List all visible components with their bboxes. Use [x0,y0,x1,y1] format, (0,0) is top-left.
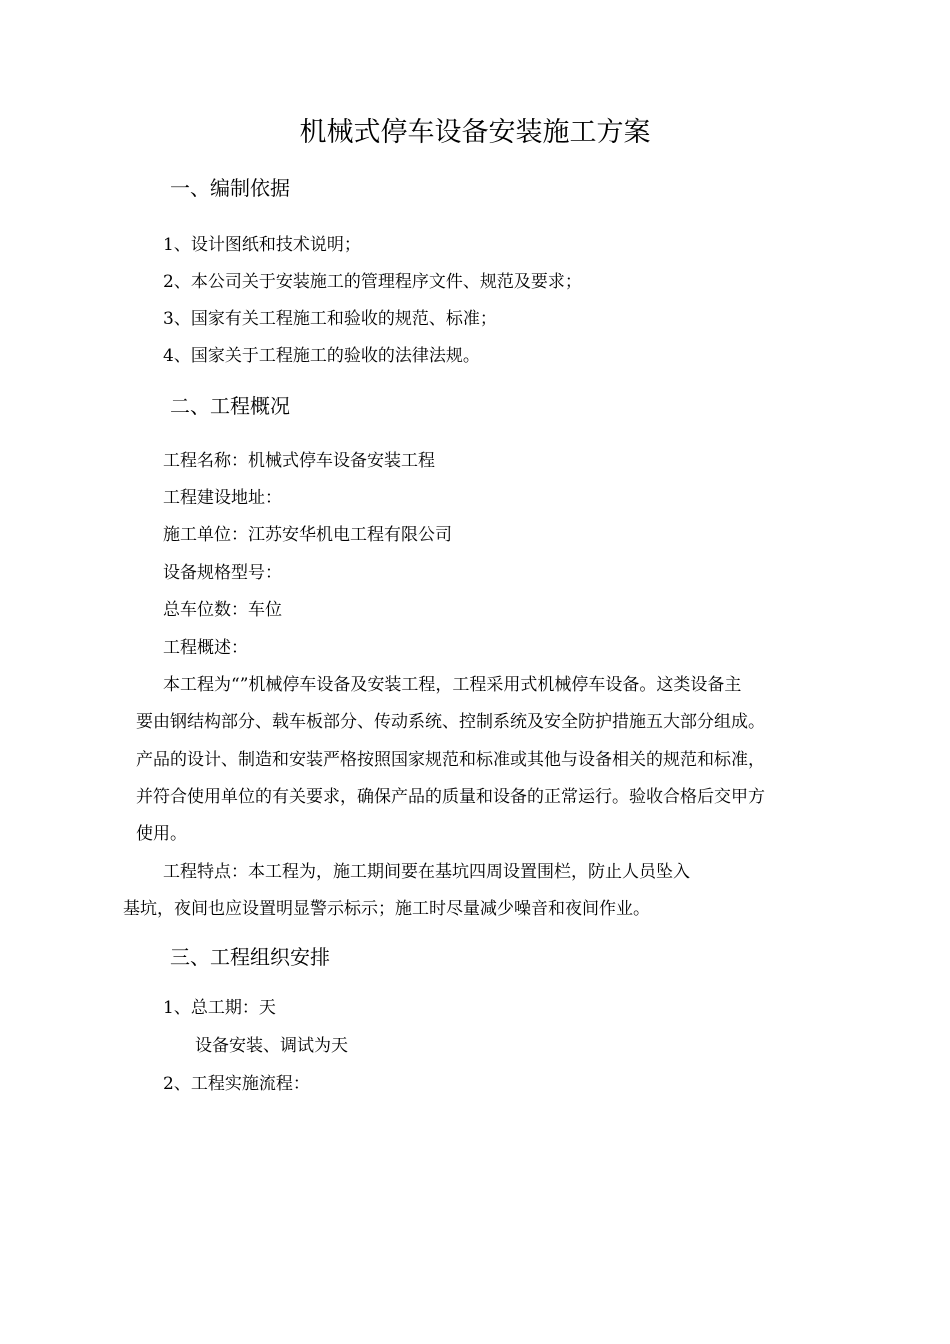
overview-line: 使用。 [136,824,187,844]
list-item: 2、本公司关于安装施工的管理程序文件、规范及要求； [163,272,582,292]
field-contractor: 施工单位：江苏安华机电工程有限公司 [163,525,452,545]
list-item: 2、工程实施流程： [163,1074,310,1094]
overview-line: 产品的设计、制造和安装严格按照国家规范和标准或其他与设备相关的规范和标准， [136,750,765,770]
features-line: 基坑，夜间也应设置明显警示标示；施工时尽量减少噪音和夜间作业。 [123,899,650,919]
section-heading-1: 一、编制依据 [170,176,290,200]
field-total-spaces: 总车位数：车位 [163,600,282,620]
list-item: 4、国家关于工程施工的验收的法律法规。 [163,346,480,366]
field-project-name: 工程名称：机械式停车设备安装工程 [163,451,435,471]
section-heading-2: 二、工程概况 [170,394,290,418]
list-item: 1、总工期：天 [163,998,276,1018]
section-heading-3: 三、工程组织安排 [170,945,330,969]
features-line: 工程特点：本工程为，施工期间要在基坑四周设置围栏，防止人员坠入 [163,862,690,882]
field-project-address: 工程建设地址： [163,488,282,508]
list-item: 1、设计图纸和技术说明； [163,235,361,255]
field-equipment-model: 设备规格型号： [163,563,282,583]
field-overview-label: 工程概述： [163,638,248,658]
document-title: 机械式停车设备安装施工方案 [299,117,651,148]
list-item-sub: 设备安装、调试为天 [195,1036,348,1056]
overview-line: 要由钢结构部分、载车板部分、传动系统、控制系统及安全防护措施五大部分组成。 [136,712,765,732]
overview-line: 本工程为“”机械停车设备及安装工程，工程采用式机械停车设备。这类设备主 [163,675,742,695]
list-item: 3、国家有关工程施工和验收的规范、标准； [163,309,497,329]
overview-line: 并符合使用单位的有关要求，确保产品的质量和设备的正常运行。验收合格后交甲方 [136,787,765,807]
